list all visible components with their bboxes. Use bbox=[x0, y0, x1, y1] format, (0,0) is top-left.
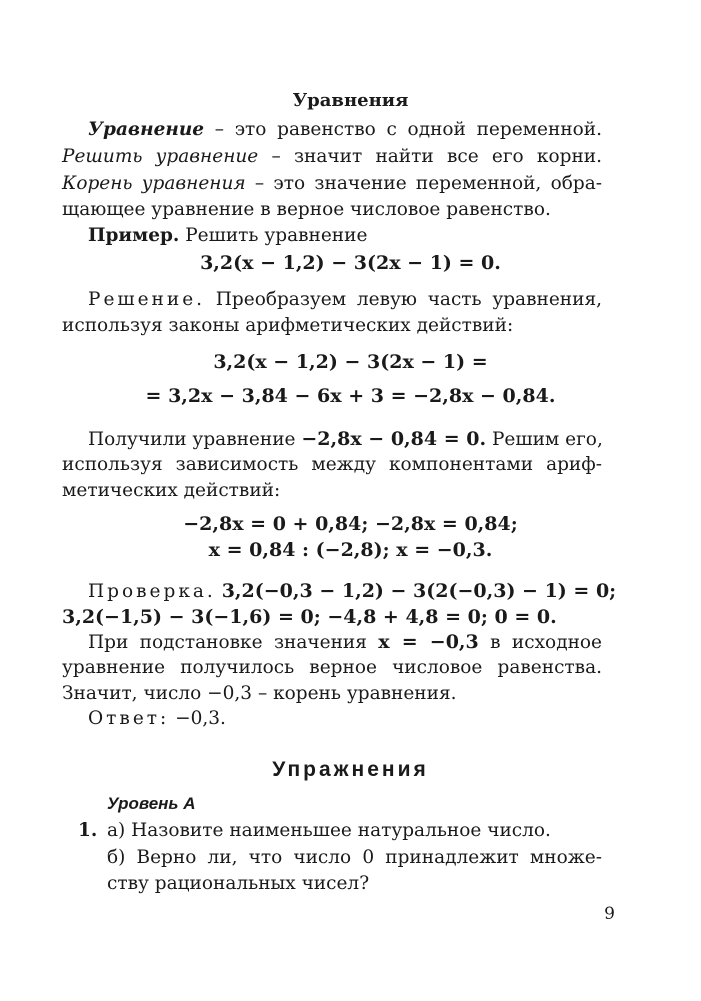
exercise-part-a: а) Назовите наименьшее натуральное число. bbox=[107, 820, 551, 841]
substitution-line: При подстановке значения x = −0,3 в исходное bbox=[88, 631, 602, 653]
definition-root-continued: щающее уравнение в верное числовое равенство. bbox=[62, 199, 551, 220]
definition-solve: Решить уравнение – значит найти все его корни. bbox=[62, 146, 603, 167]
result-line-3: метических действий: bbox=[62, 480, 281, 501]
solution-line-2: используя законы арифметических действий: bbox=[62, 315, 514, 336]
result-line-2: используя зависимость между компонентами ариф- bbox=[62, 454, 602, 475]
solution-line: Решение. Преобразуем левую часть уравнения, bbox=[88, 289, 602, 310]
check-line-2: 3,2(−1,5) − 3(−1,6) = 0; −4,8 + 4,8 = 0; 0 = 0. bbox=[62, 606, 557, 628]
transform-step-1: 3,2(x − 1,2) − 3(2x − 1) = bbox=[213, 351, 488, 373]
answer-line: Ответ: −0,3. bbox=[88, 708, 226, 729]
definition-equation: Уравнение – это равенство с одной переменной. bbox=[88, 119, 602, 140]
solve-step-1: −2,8x = 0 + 0,84; −2,8x = 0,84; bbox=[183, 513, 518, 535]
exercise-part-b-continued: ству рациональных чисел? bbox=[107, 873, 370, 894]
substitution-line-2: уравнение получилось верное числовое равенства. bbox=[62, 657, 602, 678]
main-equation: 3,2(x − 1,2) − 3(2x − 1) = 0. bbox=[200, 252, 501, 274]
exercise-number: 1. bbox=[78, 820, 98, 841]
solve-step-2: x = 0,84 : (−2,8); x = −0,3. bbox=[208, 539, 493, 561]
exercise-part-b: б) Верно ли, что число 0 принадлежит множе- bbox=[107, 847, 602, 868]
level-heading: Уровень А bbox=[107, 794, 196, 813]
transform-step-2: = 3,2x − 3,84 − 6x + 3 = −2,8x − 0,84. bbox=[145, 385, 556, 407]
example-line: Пример. Решить уравнение bbox=[88, 225, 368, 246]
page-number: 9 bbox=[604, 904, 615, 924]
exercises-heading: Упражнения bbox=[272, 758, 429, 781]
definition-root: Корень уравнения – это значение переменной, обра- bbox=[62, 173, 602, 194]
check-line: Проверка. 3,2(−0,3 − 1,2) − 3(2(−0,3) − 1) = 0; bbox=[88, 580, 617, 602]
section-heading: Уравнения bbox=[292, 90, 409, 111]
substitution-line-3: Значит, число −0,3 – корень уравнения. bbox=[62, 683, 457, 704]
result-line: Получили уравнение −2,8x − 0,84 = 0. Решим его, bbox=[88, 428, 603, 450]
